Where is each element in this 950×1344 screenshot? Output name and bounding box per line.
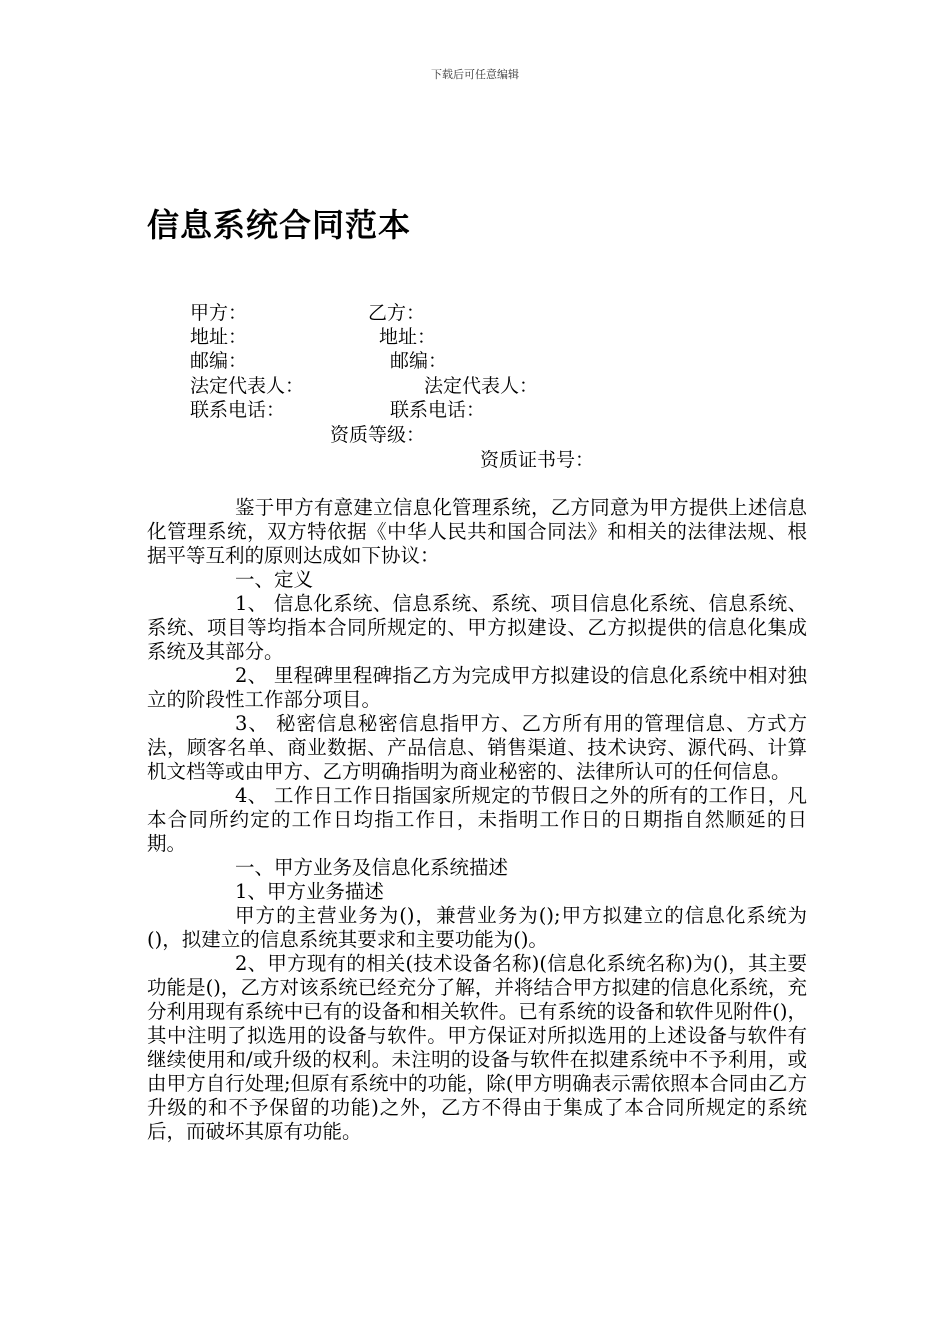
- paragraph-definition-2: 2、 里程碑里程碑指乙方为完成甲方拟建设的信息化系统中相对独立的阶段性工作部分项目。: [147, 664, 807, 711]
- paragraph-definition-3: 3、 秘密信息秘密信息指甲方、乙方所有用的管理信息、方式方法，顾客名单、商业数据、产品信息、销售渠道、技术诀窍、源代码、计算机文档等或由甲方、乙方明确指明为商业秘密的、法律所认可的任何信息。: [147, 712, 807, 783]
- party-a-representative: 法定代表人：: [190, 375, 305, 397]
- section-heading-definitions: 一、定义: [235, 568, 314, 591]
- paragraph-definition-4: 4、 工作日工作日指国家所规定的节假日之外的所有的工作日，凡本合同所约定的工作日均指工作日，未指明工作日的日期指自然顺延的日期。: [147, 784, 807, 855]
- party-b-postcode: 邮编：: [390, 350, 448, 372]
- qualification-certificate: 资质证书号：: [480, 449, 595, 471]
- party-b-label: 乙方：: [368, 302, 426, 324]
- section-heading-business: 一、甲方业务及信息化系统描述: [235, 856, 509, 879]
- party-a-address: 地址：: [190, 326, 248, 348]
- paragraph-existing-system: 2、甲方现有的相关(技术设备名称)(信息化系统名称)为()，其主要功能是()，乙方对该系统已经充分了解，并将结合甲方拟建的信息化系统，充分利用现有系统中已有的设备和相关软件。已有系统的设备和软件见附件()，其中注明了拟选用的设备与软件。甲方保证对所拟选用的上述设备与软件有继续使用和/或升级的权利。未注明的设备与软件在拟建系统中不予利用，或由甲方自行处理;但原有系统中的功能，除(甲方明确表示需依照本合同由乙方升级的和不予保留的功能)之外，乙方不得由于集成了本合同所规定的系统后，而破坏其原有功能。: [147, 952, 807, 1143]
- party-a-phone: 联系电话：: [190, 399, 286, 421]
- party-b-address: 地址：: [379, 326, 437, 348]
- header-note: 下载后可任意编辑: [431, 68, 519, 81]
- paragraph-preamble: 鉴于甲方有意建立信息化管理系统，乙方同意为甲方提供上述信息化管理系统，双方特依据《中华人民共和国合同法》和相关的法律法规、根据平等互利的原则达成如下协议：: [147, 496, 807, 567]
- party-a-label: 甲方：: [190, 302, 248, 324]
- paragraph-definition-1: 1、 信息化系统、信息系统、系统、项目信息化系统、信息系统、系统、项目等均指本合同所规定的、甲方拟建设、乙方拟提供的信息化集成系统及其部分。: [147, 592, 807, 663]
- qualification-level: 资质等级：: [330, 424, 426, 446]
- subheading-business-description: 1、甲方业务描述: [235, 880, 384, 903]
- contract-body: [147, 496, 807, 1144]
- party-b-representative: 法定代表人：: [424, 375, 539, 397]
- document-title: 信息系统合同范本: [147, 206, 412, 244]
- paragraph-business-main: 甲方的主营业务为()，兼营业务为();甲方拟建立的信息化系统为()，拟建立的信息系统其要求和主要功能为()。: [147, 904, 807, 951]
- party-a-postcode: 邮编：: [190, 350, 248, 372]
- party-b-phone: 联系电话：: [390, 399, 486, 421]
